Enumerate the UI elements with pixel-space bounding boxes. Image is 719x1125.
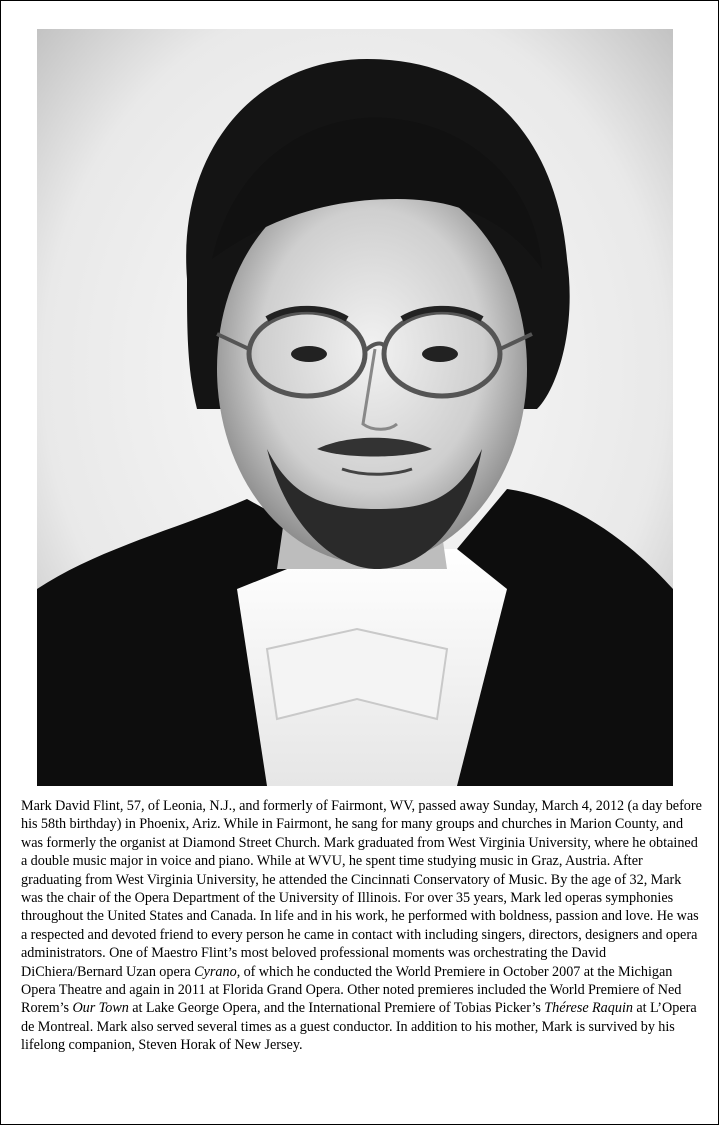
opera-title-therese-raquin: Thérese Raquin	[544, 1000, 634, 1017]
opera-title-cyrano: Cyrano	[194, 963, 237, 980]
obituary-part-3: at Lake George Opera, and the International Premiere of Tobias Picker’s	[128, 1000, 545, 1017]
obituary-text	[21, 797, 706, 1055]
portrait-photo	[37, 29, 673, 786]
opera-title-our-town: Our Town	[72, 1000, 129, 1017]
obituary-part-2: , of which he conducted the World Premiere in October 2007 at the Michigan Opera Theatre and again in 2011 at Florida Grand Opera. Other noted premieres included the World Premiere of Ned Rorem’s	[21, 963, 682, 1017]
obituary-part-4: at L’Opera de Montreal. Mark also served several times as a guest conductor. In addition to his mother, Mark is survived by his lifelong companion, Steven Horak of New Jersey.	[21, 1000, 697, 1054]
obituary-part-1: Mark David Flint, 57, of Leonia, N.J., and formerly of Fairmont, WV, passed away Sunday, March 4, 2012 (a day before his 58th birthday) in Phoenix, Ariz. While in Fairmont, he sang for many groups and churches in Marion County, and was formerly the organist at Diamond Street Church. Mark graduated from West Virginia University, where he obtained a double music major in voice and piano. While at WVU, he spent time studying music in Graz, Austria. After graduating from West Virginia University, he attended the Cincinnati Conservatory of Music. By the age of 32, Mark was the chair of the Opera Department of the University of Illinois. For over 35 years, Mark led operas symphonies throughout the United States and Canada. In life and in his work, he performed with boldness, passion and love. He was a respected and devoted friend to every person he came in contact with including singers, directors, designers and opera administrators. One of Maestro Flint’s most beloved professional moments was orchestrating the David DiChiera/Bernard Uzan opera	[21, 798, 702, 980]
